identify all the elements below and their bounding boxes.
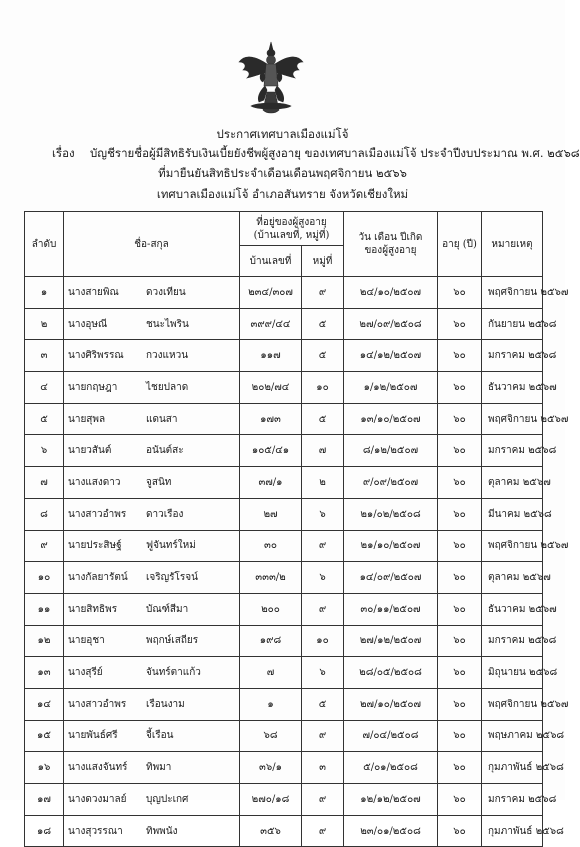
cell-moo: ๖ bbox=[302, 562, 344, 594]
cell-dob: ๑๒/๑๒/๒๕๐๗ bbox=[344, 784, 438, 816]
address-header-line1: ที่อยู่ของผู้สูงอายุ bbox=[256, 216, 327, 228]
cell-dob: ๒๗/๑๐/๒๕๐๗ bbox=[344, 688, 438, 720]
cell-name bbox=[64, 688, 240, 720]
table-body bbox=[25, 277, 569, 847]
table-row bbox=[25, 752, 543, 784]
cell-name bbox=[64, 467, 240, 499]
cell-dob: ๕/๐๑/๒๕๐๘ bbox=[344, 752, 438, 784]
cell-house-no: ๒๐๐ bbox=[240, 593, 302, 625]
table-row bbox=[25, 435, 543, 467]
table-row bbox=[25, 720, 543, 752]
cell-age: ๖๐ bbox=[438, 657, 482, 689]
cell-house-no: ๑๗๓ bbox=[240, 403, 302, 435]
cell-note: กุมภาพันธ์ ๒๕๖๘ bbox=[482, 815, 543, 847]
cell-dob: ๒๑/๐๒/๒๕๐๘ bbox=[344, 498, 438, 530]
cell-house-no: ๓๓๓/๒ bbox=[240, 562, 302, 594]
cell-moo: ๖ bbox=[302, 657, 344, 689]
last-name: แดนสา bbox=[146, 413, 178, 425]
cell-note: มกราคม ๒๕๖๘ bbox=[482, 625, 543, 657]
cell-age: ๖๐ bbox=[438, 498, 482, 530]
first-name: นางสายพิณ bbox=[68, 286, 119, 298]
cell-no: ๙ bbox=[25, 530, 64, 562]
cell-house-no: ๓๙๙/๔๔ bbox=[240, 308, 302, 340]
column-header-no: ลำดับ bbox=[25, 212, 64, 277]
cell-house-no: ๓๕๖ bbox=[240, 815, 302, 847]
cell-no: ๑๓ bbox=[25, 657, 64, 689]
cell-note: พฤษภาคม ๒๕๖๘ bbox=[482, 720, 543, 752]
garuda-emblem-icon bbox=[237, 40, 305, 118]
first-name: นางแสงดาว bbox=[68, 476, 121, 488]
table-row bbox=[25, 372, 543, 404]
cell-no: ๑๗ bbox=[25, 784, 64, 816]
cell-note: พฤศจิกายน ๒๕๖๗ bbox=[482, 688, 543, 720]
cell-house-no: ๖๘ bbox=[240, 720, 302, 752]
last-name: ดาวเรือง bbox=[146, 508, 184, 520]
dob-header-line1: วัน เดือน ปีเกิด bbox=[358, 232, 423, 243]
first-name: นายวสันต์ bbox=[68, 445, 112, 457]
cell-name bbox=[64, 657, 240, 689]
last-name: จี้เรือน bbox=[146, 730, 174, 742]
first-name: นางแสงจันทร์ bbox=[68, 762, 128, 774]
cell-moo: ๕ bbox=[302, 688, 344, 720]
last-name: บุญปะเกศ bbox=[146, 793, 189, 805]
cell-age: ๖๐ bbox=[438, 340, 482, 372]
cell-moo: ๙ bbox=[302, 593, 344, 625]
cell-house-no: ๓๗/๑ bbox=[240, 467, 302, 499]
cell-dob: ๒๓/๐๑/๒๕๐๘ bbox=[344, 815, 438, 847]
cell-house-no: ๑๐๕/๔๑ bbox=[240, 435, 302, 467]
first-name: นายพันธ์ศรี bbox=[68, 730, 118, 742]
last-name: เรือนงาม bbox=[146, 698, 185, 710]
cell-note: มิถุนายน ๒๕๖๘ bbox=[482, 657, 543, 689]
cell-moo: ๕ bbox=[302, 403, 344, 435]
cell-name bbox=[64, 720, 240, 752]
table-row bbox=[25, 530, 543, 562]
cell-no: ๑๘ bbox=[25, 815, 64, 847]
cell-no: ๑๐ bbox=[25, 562, 64, 594]
cell-moo: ๑๐ bbox=[302, 625, 344, 657]
cell-name bbox=[64, 340, 240, 372]
cell-note: พฤศจิกายน ๒๕๖๗ bbox=[482, 530, 543, 562]
first-name: นายกฤษฎา bbox=[68, 381, 118, 393]
cell-age: ๖๐ bbox=[438, 593, 482, 625]
first-name: นายประสิษฐ์ bbox=[68, 540, 122, 552]
cell-note: ตุลาคม ๒๕๖๗ bbox=[482, 562, 543, 594]
cell-age: ๖๐ bbox=[438, 720, 482, 752]
table-row bbox=[25, 403, 543, 435]
cell-note: ธันวาคม ๒๕๖๗ bbox=[482, 372, 543, 404]
cell-moo: ๗ bbox=[302, 435, 344, 467]
cell-note: ตุลาคม ๒๕๖๗ bbox=[482, 467, 543, 499]
cell-name bbox=[64, 752, 240, 784]
last-name: อนันต์สะ bbox=[146, 445, 184, 457]
dob-header-line2: ของผู้สูงอายุ bbox=[364, 245, 417, 256]
table-row bbox=[25, 593, 543, 625]
cell-dob: ๗/๐๔/๒๕๐๘ bbox=[344, 720, 438, 752]
subject-label: เรื่อง bbox=[52, 146, 75, 160]
last-name: เจริญรัโรจน์ bbox=[146, 572, 198, 584]
column-header-address bbox=[240, 212, 344, 246]
last-name: ไชยปลาด bbox=[146, 381, 189, 393]
cell-name bbox=[64, 277, 240, 309]
first-name: นางกัลยารัตน์ bbox=[68, 572, 128, 584]
cell-moo: ๙ bbox=[302, 277, 344, 309]
cell-age: ๖๐ bbox=[438, 277, 482, 309]
first-name: นางศิริพรรณ bbox=[68, 350, 124, 362]
first-name: นางสาวอำพร bbox=[68, 698, 127, 710]
cell-age: ๖๐ bbox=[438, 562, 482, 594]
last-name: บัณฑ์สีมา bbox=[146, 603, 189, 615]
cell-name bbox=[64, 403, 240, 435]
cell-no: ๓ bbox=[25, 340, 64, 372]
cell-name bbox=[64, 562, 240, 594]
cell-dob: ๑/๑๒/๒๕๐๗ bbox=[344, 372, 438, 404]
cell-name bbox=[64, 815, 240, 847]
cell-house-no: ๓๖/๑ bbox=[240, 752, 302, 784]
first-name: นางสาวอำพร bbox=[68, 508, 127, 520]
cell-no: ๕ bbox=[25, 403, 64, 435]
cell-age: ๖๐ bbox=[438, 372, 482, 404]
cell-name bbox=[64, 625, 240, 657]
first-name: นางสุวรรณา bbox=[68, 825, 123, 837]
last-name: ดวงเทียน bbox=[146, 286, 186, 298]
cell-no: ๒ bbox=[25, 308, 64, 340]
table-row bbox=[25, 498, 543, 530]
announcement-subject bbox=[52, 146, 580, 160]
last-name: พฤกษ์เสถียร bbox=[146, 635, 199, 647]
first-name: นายอุชา bbox=[68, 635, 105, 647]
table-row bbox=[25, 625, 543, 657]
column-header-age: อายุ (ปี) bbox=[438, 212, 482, 277]
subject-text: บัญชีรายชื่อผู้มีสิทธิรับเงินเบี้ยยังชีพผู้สูงอายุ ของเทศบาลเมืองแม่โจ้ ประจำปีงบประมาณ พ.ศ. ๒๕๖๘ bbox=[90, 146, 580, 160]
cell-dob: ๒๑/๑๐/๒๕๐๗ bbox=[344, 530, 438, 562]
beneficiary-table bbox=[24, 211, 569, 847]
cell-house-no: ๑๑๗ bbox=[240, 340, 302, 372]
cell-moo: ๙ bbox=[302, 815, 344, 847]
cell-name bbox=[64, 372, 240, 404]
cell-house-no: ๒๐๒/๗๔ bbox=[240, 372, 302, 404]
cell-moo: ๕ bbox=[302, 308, 344, 340]
column-header-note: หมายเหตุ bbox=[482, 212, 543, 277]
cell-age: ๖๐ bbox=[438, 815, 482, 847]
cell-no: ๖ bbox=[25, 435, 64, 467]
cell-note: มกราคม ๒๕๖๘ bbox=[482, 784, 543, 816]
cell-house-no: ๑ bbox=[240, 688, 302, 720]
last-name: ทิพพนัง bbox=[146, 825, 178, 837]
first-name: นางสุรีย์ bbox=[68, 667, 103, 679]
first-name: นายสิทธิพร bbox=[68, 603, 118, 615]
cell-dob: ๑๔/๑๒/๒๕๐๗ bbox=[344, 340, 438, 372]
cell-house-no: ๑๙๘ bbox=[240, 625, 302, 657]
cell-no: ๑ bbox=[25, 277, 64, 309]
cell-dob: ๒๘/๐๕/๒๕๐๘ bbox=[344, 657, 438, 689]
cell-age: ๖๐ bbox=[438, 530, 482, 562]
cell-moo: ๒ bbox=[302, 467, 344, 499]
last-name: กวงแหวน bbox=[146, 350, 189, 362]
cell-age: ๖๐ bbox=[438, 752, 482, 784]
last-name: จันทร์ตาแก้ว bbox=[146, 667, 201, 679]
cell-moo: ๑๐ bbox=[302, 372, 344, 404]
cell-dob: ๒๗/๑๒/๒๕๐๗ bbox=[344, 625, 438, 657]
table-row bbox=[25, 340, 543, 372]
cell-note: ธันวาคม ๒๕๖๗ bbox=[482, 593, 543, 625]
first-name: นางดวงมาลย์ bbox=[68, 793, 127, 805]
cell-no: ๔ bbox=[25, 372, 64, 404]
cell-note: มกราคม ๒๕๖๘ bbox=[482, 340, 543, 372]
table-row bbox=[25, 784, 543, 816]
cell-name bbox=[64, 498, 240, 530]
cell-no: ๑๑ bbox=[25, 593, 64, 625]
cell-house-no: ๒๗๐/๑๘ bbox=[240, 784, 302, 816]
first-name: นางอุษณี bbox=[68, 318, 108, 330]
cell-no: ๗ bbox=[25, 467, 64, 499]
cell-house-no: ๒๓๔/๓๐๗ bbox=[240, 277, 302, 309]
cell-dob: ๙/๐๙/๒๕๐๗ bbox=[344, 467, 438, 499]
last-name: ฟูจันทร์ใหม่ bbox=[146, 540, 196, 552]
cell-note: พฤศจิกายน ๒๕๖๗ bbox=[482, 277, 543, 309]
table-row bbox=[25, 467, 543, 499]
cell-age: ๖๐ bbox=[438, 784, 482, 816]
cell-age: ๖๐ bbox=[438, 467, 482, 499]
last-name: จูสนิท bbox=[146, 476, 172, 488]
first-name: นายสุพล bbox=[68, 413, 106, 425]
cell-moo: ๓ bbox=[302, 752, 344, 784]
cell-note: มกราคม ๒๕๖๘ bbox=[482, 435, 543, 467]
cell-name bbox=[64, 435, 240, 467]
cell-moo: ๙ bbox=[302, 784, 344, 816]
announcement-title: ประกาศเทศบาลเมืองแม่โจ้ bbox=[216, 127, 349, 141]
cell-note: กุมภาพันธ์ ๒๕๖๘ bbox=[482, 752, 543, 784]
cell-age: ๖๐ bbox=[438, 435, 482, 467]
column-header-house-no: บ้านเลขที่ bbox=[240, 246, 302, 277]
cell-name bbox=[64, 593, 240, 625]
table-row bbox=[25, 562, 543, 594]
cell-house-no: ๒๗ bbox=[240, 498, 302, 530]
cell-dob: ๒๗/๐๙/๒๕๐๘ bbox=[344, 308, 438, 340]
cell-age: ๖๐ bbox=[438, 688, 482, 720]
cell-dob: ๑๔/๐๙/๒๕๐๗ bbox=[344, 562, 438, 594]
cell-dob: ๒๔/๑๐/๒๕๐๗ bbox=[344, 277, 438, 309]
municipality-location-line: เทศบาลเมืองแม่โจ้ อำเภอสันทราย จังหวัดเชียงใหม่ bbox=[156, 187, 409, 201]
address-header-line2: (บ้านเลขที่, หมู่ที่) bbox=[253, 229, 330, 241]
cell-note: พฤศจิกายน ๒๕๖๗ bbox=[482, 403, 543, 435]
table-row bbox=[25, 815, 543, 847]
column-header-dob bbox=[344, 212, 438, 277]
table-row bbox=[25, 688, 543, 720]
cell-house-no: ๗ bbox=[240, 657, 302, 689]
column-header-moo: หมู่ที่ bbox=[302, 246, 344, 277]
cell-name bbox=[64, 784, 240, 816]
cell-dob: ๘/๑๒/๒๕๐๗ bbox=[344, 435, 438, 467]
cell-moo: ๙ bbox=[302, 530, 344, 562]
cell-moo: ๖ bbox=[302, 498, 344, 530]
cell-no: ๑๔ bbox=[25, 688, 64, 720]
cell-moo: ๕ bbox=[302, 340, 344, 372]
column-header-name: ชื่อ-สกุล bbox=[64, 212, 240, 277]
last-name: ชนะไพริน bbox=[146, 318, 189, 330]
cell-note: มีนาคม ๒๕๖๘ bbox=[482, 498, 543, 530]
last-name: ทิพมา bbox=[146, 762, 172, 774]
confirmation-month-line: ที่มายืนยันสิทธิประจำเดือนเดือนพฤศจิกายน ๒๕๖๖ bbox=[158, 166, 407, 180]
cell-no: ๑๒ bbox=[25, 625, 64, 657]
cell-dob: ๓๐/๑๑/๒๕๐๗ bbox=[344, 593, 438, 625]
cell-age: ๖๐ bbox=[438, 308, 482, 340]
cell-moo: ๙ bbox=[302, 720, 344, 752]
cell-no: ๑๕ bbox=[25, 720, 64, 752]
cell-name bbox=[64, 308, 240, 340]
cell-age: ๖๐ bbox=[438, 625, 482, 657]
cell-name bbox=[64, 530, 240, 562]
cell-age: ๖๐ bbox=[438, 403, 482, 435]
table-row bbox=[25, 657, 543, 689]
cell-house-no: ๓๐ bbox=[240, 530, 302, 562]
table-row bbox=[25, 277, 543, 309]
cell-note: กันยายน ๒๕๖๘ bbox=[482, 308, 543, 340]
cell-dob: ๑๓/๑๐/๒๕๐๗ bbox=[344, 403, 438, 435]
table-row bbox=[25, 308, 543, 340]
cell-no: ๑๖ bbox=[25, 752, 64, 784]
cell-no: ๘ bbox=[25, 498, 64, 530]
